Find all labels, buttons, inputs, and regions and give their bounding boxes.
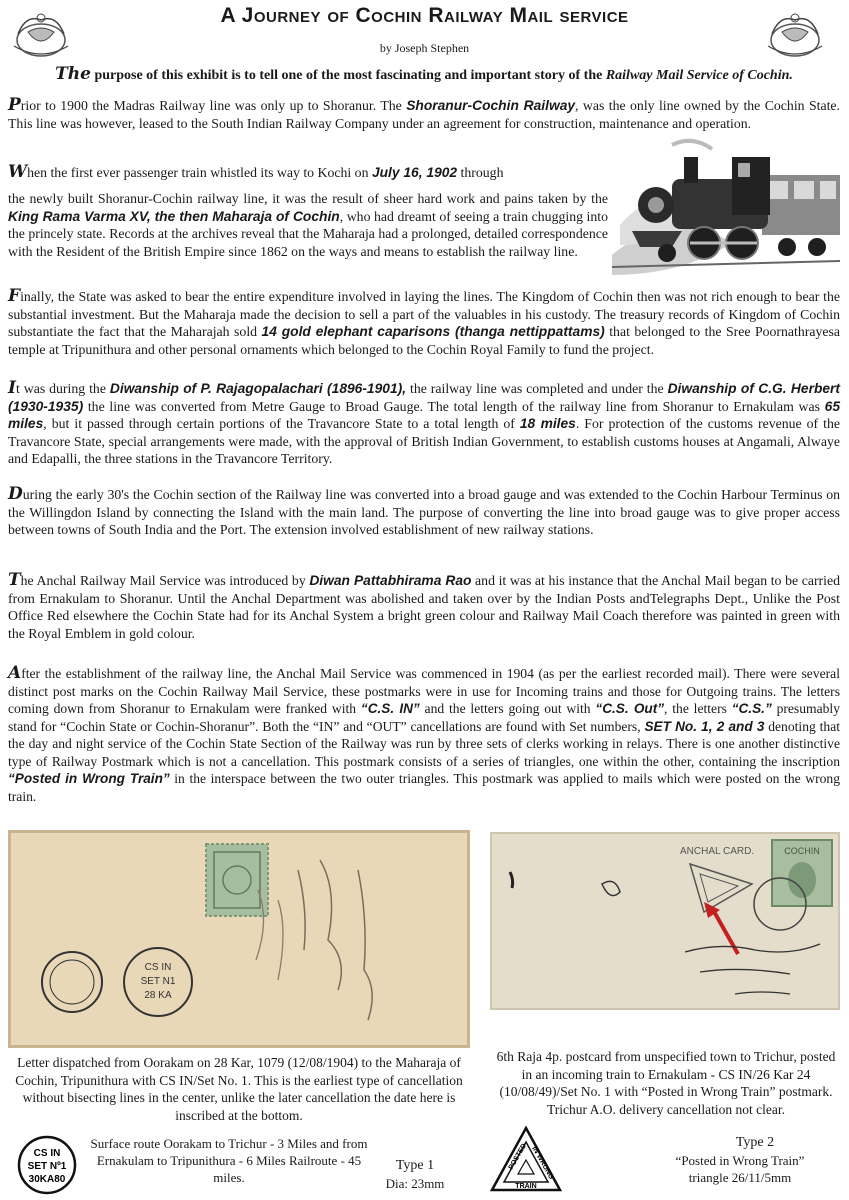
postmark-line-1: CS IN [33,1148,61,1159]
intro-paragraph: The purpose of this exhibit is to tell one of the most fascinating and important story of the Railway Mail Service of Cochin. [55,64,793,84]
svg-text:SET N1: SET N1 [140,976,176,987]
postmark-line-2: SET Nº1 [27,1161,67,1172]
right-cover-caption: 6th Raja 4p. postcard from unspecified town to Trichur, posted in an incoming train to Ernakulam - CS IN/26 Kar 24 (10/08/49)/Set No. 1 with “Posted in Wrong Train” postmark. Trichur A.O. delivery cancellation not clear. [496,1049,836,1117]
left-cover-photo [8,830,470,1048]
paragraph-first-train-cont: the newly built Shoranur-Cochin railway line, it was the result of sheer hard work and pains taken by the King Rama Varma XV, the then Maharaja of Cochin, who had dreamt of seeing a train chugging into the princely state. Records at the archives reveal that the Maharaja had a prolonged, detailed correspondence with the Resident of the British Empire since 1862 on the ways and means to establish the railway line. [8,191,609,259]
right-cover-photo [490,832,840,1010]
paragraph-first-train: When the first ever passenger train whistled its way to Kochi on July 16, 1902 through [8,162,504,182]
paragraph-diwanship: It was during the Diwanship of P. Rajagopalachari (1896-1901), the railway line was completed and under the Diwanship of C.G. Herbert (1930-1935) the line was converted from Metre Gauge to Broad Gauge. The total length of the railway line from Shoranur to Ernakulam was 65 miles, but it passed through certain portions of the Travancore State to a total length of 18 miles. For protection of the customs revenue of the Travancore State, special arrangements were made, with the approval of British Indian Government, to establish customs houses at Angamali, Alwaye and Edapalli, the three stations in the Travancore Territory. [8,378,841,466]
intro-dropcap: The [55,64,91,84]
paragraph-anchal-service: The Anchal Railway Mail Service was introduced by Diwan Pattabhirama Rao and it was at his instance that the Anchal Mail began to be carried from Ernakulam to Shoranur. Until the Anchal Department was abolished and taken over by the Indian Posts andTelegraphs Dept., Unlike the Post Office Red elsewhere the Cochin State had for its Anchal System a bright green colour and Railway Mail Coach therefore was painted in green with the Royal Emblem in gold colour. [8,570,840,641]
type2-label: Type 2 [735,1135,775,1150]
triangle-text-right: IN WRONG [530,1145,555,1181]
posted-in-wrong-train-triangle-icon [490,1126,562,1192]
type2-description: “Posted in Wrong Train” [675,1153,805,1168]
svg-text:CS IN: CS IN [144,962,172,973]
page-title: A Journey of Cochin Railway Mail service [220,4,629,27]
byline: by Joseph Stephen [379,41,470,55]
svg-text:28 KA: 28 KA [144,990,172,1001]
triangle-text-left: POSTED [507,1142,529,1171]
stamp-country: COCHIN [784,846,820,856]
paragraph-postmarks: After the establishment of the railway line, the Anchal Mail Service was commenced in 1904 (as per the earliest recorded mail). There were several distinct post marks on the Cochin Railway Mail Service, these postmarks were in use for Incoming trains and those for Outgoing trains. The letters coming down from Shoranur to Ernakulam were franked with “C.S. IN” and the letters going out with “C.S. Out”, the letters “C.S.” presumably stand for “Cochin State or Cochin-Shoranur”. Both the “IN” and “OUT” cancellations are found with Set numbers, SET No. 1, 2 and 3 denoting that the day and night service of the Cochin State Section of the Railway was run by three sets of clerks working in relays. There is one another distinctive type of Railway Postmark which is not a cancellation. This postmark consists of a series of triangles, one within the other, containing the inscription “Posted in Wrong Train” in the interspace between the two outer triangles. This postmark was applied to mails which were posted on the wrong train. [8,663,840,804]
steam-locomotive-illustration [612,135,840,283]
postmark-line-3: 30KA80 [28,1174,66,1185]
paragraph-broad-gauge: During the early 30's the Cochin section of the Railway line was converted into a broad gauge and was extended to the Cochin Harbour Terminus on the Willingdon Island by connecting the Island with the main land. The purpose of converting the line into broad gauge was to give proper access between towns of South India and the Port. The extension involved establishment of new railway stations. [8,484,840,537]
right-cover-drawing [490,832,840,1010]
anchal-card-header: ANCHAL CARD. [680,846,755,857]
route-description: Surface route Oorakam to Trichur - 3 Miles and from Ernakulam to Tripunithura - 6 Miles Railroute - 45 miles. [90,1136,368,1185]
type1-label: Type 1 [395,1158,435,1173]
triangle-text-bottom: TRAIN [515,1183,537,1190]
left-cover-drawing [8,830,470,1048]
cs-in-postmark-illustration [16,1135,78,1195]
paragraph-shoranur: Prior to 1900 the Madras Railway line was only up to Shoranur. The Shoranur-Cochin Railway, was the only line owned by the Cochin State. This line was however, leased to the South Indian Railway Company under an agreement for construction, maintenance and operation. [8,95,840,131]
paragraph-funding: Finally, the State was asked to bear the entire expenditure involved in laying the lines. The Kingdom of Cochin then was not rich enough to bear the substantial investment. But the Maharaja made the decision to sell a part of the valuables in his custody. The treasury records of Kingdom of Cochin substantiate the fact that the Maharajah sold 14 gold elephant caparisons (thanga nettippattams) that belonged to the Sree Poornathrayesa temple at Tripunithura and other personal ornaments which belonged to the Cochin Royal Family to fund the project. [8,286,841,357]
triangle-size-label: triangle 26/11/5mm [688,1170,792,1185]
left-cover-caption: Letter dispatched from Oorakam on 28 Kar, 1079 (12/08/1904) to the Maharaja of Cochin, Tripunithura with CS IN/Set No. 1. This is the earliest type of cancellation without bisecting lines in the center, unlike the later cancellation the date here is inscribed at the bottom. [15,1055,463,1123]
dia-label: Dia: 23mm [385,1176,445,1191]
